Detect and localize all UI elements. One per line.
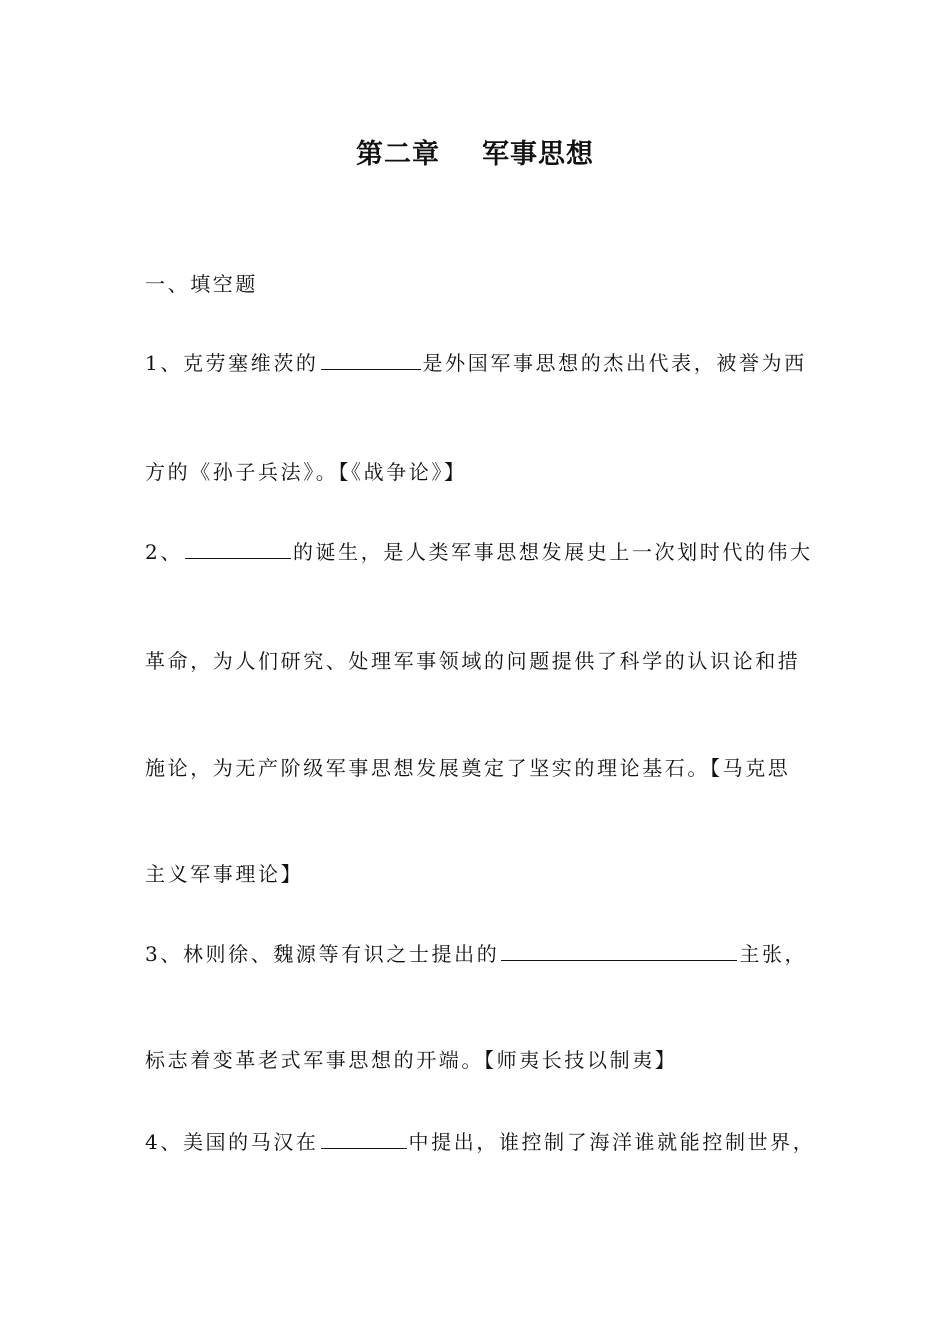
answer-blank — [321, 349, 421, 370]
question-text: 克劳塞维茨的 — [182, 351, 319, 375]
question-2-line-1 — [145, 538, 815, 566]
question-1-line-2: 方的《孙子兵法》。【《战争论》】 — [145, 460, 467, 484]
section-heading: 一、填空题 — [145, 272, 258, 296]
question-text: 是外国军事思想的杰出代表，被誉为西 — [422, 351, 807, 375]
question-1-line-1 — [145, 349, 815, 377]
question-number: 3、 — [145, 942, 183, 966]
answer-blank — [321, 1128, 407, 1149]
question-4-line-1 — [145, 1128, 815, 1156]
question-text: 美国的马汉在 — [182, 1130, 319, 1154]
page-title — [0, 132, 950, 171]
question-2-line-3: 施论，为无产阶级军事思想发展奠定了坚实的理论基石。【马克思 — [145, 756, 791, 780]
question-text: 林则徐、魏源等有识之士提出的 — [182, 942, 500, 966]
question-text: 中提出，谁控制了海洋谁就能控制世界， — [408, 1130, 816, 1154]
chapter-name: 军事思想 — [482, 139, 594, 170]
question-number: 1、 — [145, 351, 183, 375]
question-2-line-4: 主义军事理论】 — [145, 862, 304, 886]
answer-blank — [185, 538, 291, 559]
chapter-number: 第二章 — [356, 139, 440, 170]
question-3-line-2: 标志着变革老式军事思想的开端。【师夷长技以制夷】 — [145, 1048, 678, 1072]
question-text: 主张， — [739, 942, 808, 966]
question-2-line-2: 革命，为人们研究、处理军事领域的问题提供了科学的认识论和措 — [145, 649, 801, 673]
question-text: 的诞生，是人类军事思想发展史上一次划时代的伟大 — [292, 540, 813, 564]
question-3-line-1 — [145, 940, 815, 968]
answer-blank — [501, 940, 737, 961]
question-number: 4、 — [145, 1130, 183, 1154]
question-number: 2、 — [145, 540, 183, 564]
